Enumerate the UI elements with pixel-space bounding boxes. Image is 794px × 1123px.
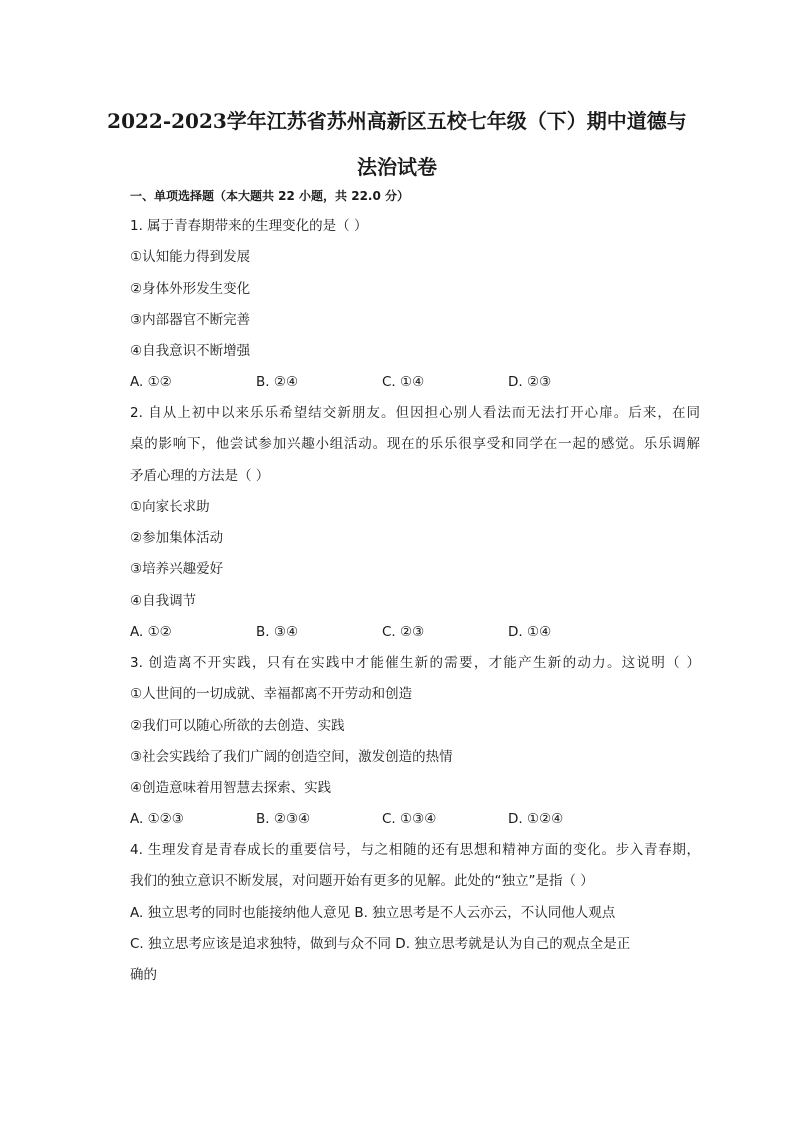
q1-item-2: ②身体外形发生变化	[130, 281, 251, 297]
q3-item-4: ④创造意味着用智慧去探索、实践	[130, 780, 332, 796]
q3-option-b: B. ②③④	[256, 811, 311, 827]
q4-stem-line-1: 4. 生理发育是青春成长的重要信号，与之相随的还有思想和精神方面的变化。步入青春期，	[130, 842, 700, 858]
q3-option-a: A. ①②③	[130, 811, 184, 827]
q2-option-a: A. ①②	[130, 624, 172, 640]
q3-stem: 3. 创造离不开实践，只有在实践中才能催生新的需要，才能产生新的动力。这说明（ ）	[130, 655, 700, 671]
exam-title-line-2: 法治试卷	[357, 155, 437, 179]
q2-item-2: ②参加集体活动	[130, 530, 224, 546]
q3-option-c: C. ①③④	[382, 811, 437, 827]
q2-option-b: B. ③④	[256, 624, 299, 640]
q4-options-line-2: C. 独立思考应该是追求独特，做到与众不同 D. 独立思考就是认为自己的观点全是正	[130, 936, 631, 952]
q2-stem-line-2: 桌的影响下，他尝试参加兴趣小组活动。现在的乐乐很享受和同学在一起的感觉。乐乐调解	[130, 436, 700, 452]
q4-stem-line-2: 我们的独立意识不断发展，对问题开始有更多的见解。此处的“独立”是指（ ）	[130, 873, 594, 889]
q1-option-d: D. ②③	[508, 374, 552, 390]
q2-options	[130, 622, 700, 642]
q3-item-1: ①人世间的一切成就、幸福都离不开劳动和创造	[130, 686, 413, 702]
q3-option-d: D. ①②④	[508, 811, 564, 827]
q1-options	[130, 372, 700, 392]
q1-stem: 1. 属于青春期带来的生理变化的是（ ）	[130, 218, 368, 234]
q2-option-c: C. ②③	[382, 624, 425, 640]
q4-options-line-1: A. 独立思考的同时也能接纳他人意见 B. 独立思考是不人云亦云，不认同他人观点	[130, 905, 616, 921]
q3-item-2: ②我们可以随心所欲的去创造、实践	[130, 718, 345, 734]
q2-item-3: ③培养兴趣爱好	[130, 561, 224, 577]
q1-option-b: B. ②④	[256, 374, 299, 390]
section-heading: 一、单项选择题（本大题共 22 小题，共 22.0 分）	[130, 189, 410, 203]
exam-title-line-1: 2022-2023学年江苏省苏州高新区五校七年级（下）期中道德与	[107, 109, 687, 133]
q3-options	[130, 809, 700, 829]
q1-option-c: C. ①④	[382, 374, 425, 390]
q2-stem-line-1: 2. 自从上初中以来乐乐希望结交新朋友。但因担心别人看法而无法打开心扉。后来，在同	[130, 405, 700, 421]
q2-item-4: ④自我调节	[130, 593, 197, 609]
q2-option-d: D. ①④	[508, 624, 552, 640]
q1-item-4: ④自我意识不断增强	[130, 343, 251, 359]
q2-stem-line-3: 矛盾心理的方法是（ ）	[130, 468, 270, 484]
q1-option-a: A. ①②	[130, 374, 172, 390]
exam-title	[95, 98, 699, 190]
q2-item-1: ①向家长求助	[130, 499, 210, 515]
q1-item-3: ③内部器官不断完善	[130, 312, 251, 328]
q3-item-3: ③社会实践给了我们广阔的创造空间，激发创造的热情	[130, 749, 453, 765]
q1-item-1: ①认知能力得到发展	[130, 249, 251, 265]
q4-options-line-3: 确的	[130, 967, 157, 983]
